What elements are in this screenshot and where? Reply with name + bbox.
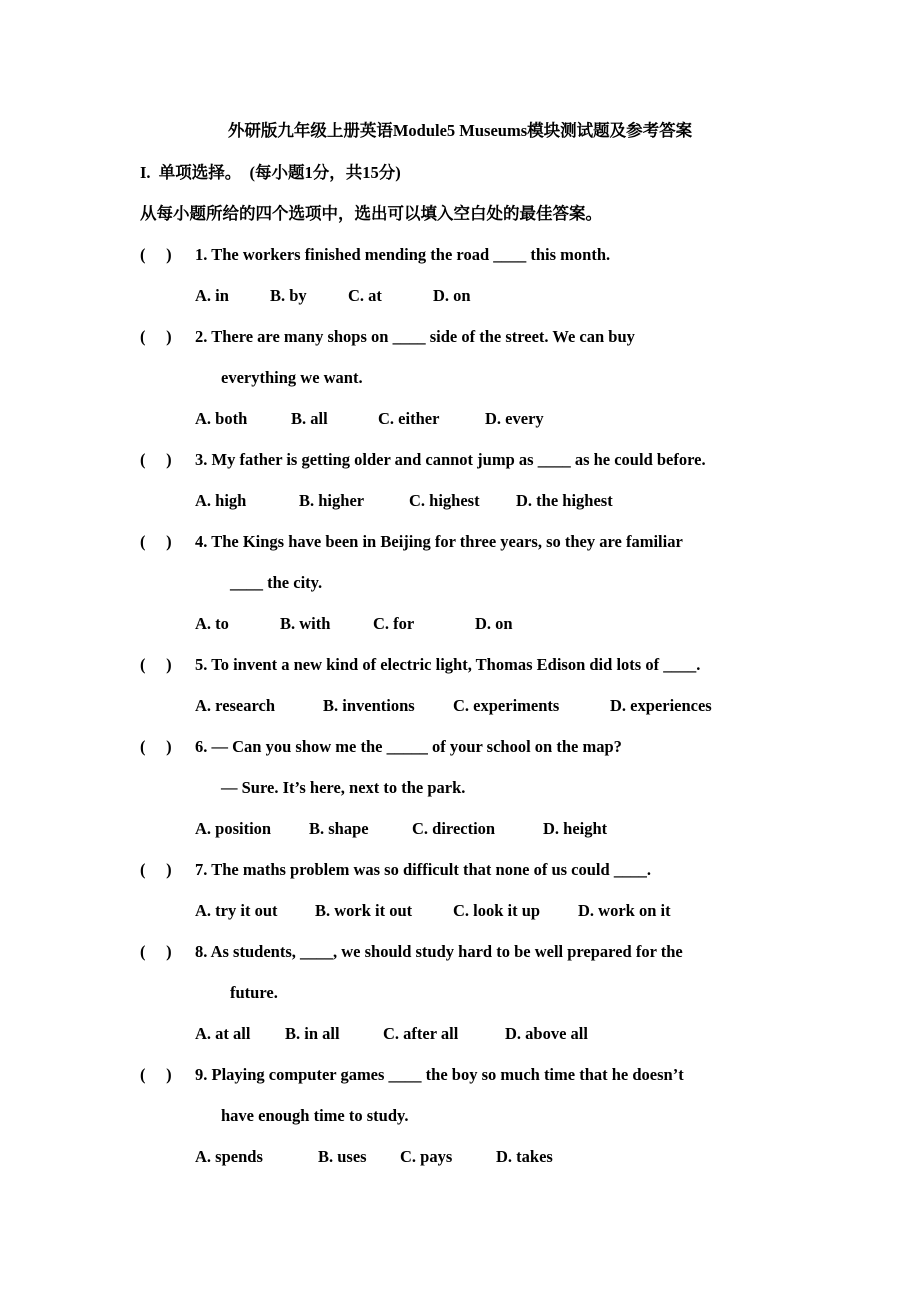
option-c: C. either xyxy=(378,409,440,428)
option-a: A. both xyxy=(195,409,248,428)
question-stem: 4. The Kings have been in Beijing for three years, so they are familiar xyxy=(195,532,683,551)
option-c: C. direction xyxy=(412,819,496,838)
question-stem: 5. To invent a new kind of electric light, Thomas Edison did lots of ____. xyxy=(195,655,701,674)
option-a: A. position xyxy=(195,819,272,838)
option-c: C. for xyxy=(373,614,415,633)
question-stem: 1. The workers finished mending the road ____ this month. xyxy=(195,245,611,264)
option-c: C. look it up xyxy=(453,901,541,920)
option-c: C. pays xyxy=(400,1147,453,1166)
option-d: D. experiences xyxy=(610,696,712,715)
answer-blank[interactable]: ( ) xyxy=(140,942,172,961)
answer-blank[interactable]: ( ) xyxy=(140,450,172,469)
question-stem-continued: future. xyxy=(230,983,278,1002)
option-d: D. work on it xyxy=(578,901,671,920)
option-c: C. after all xyxy=(383,1024,459,1043)
option-a: A. high xyxy=(195,491,247,510)
answer-blank[interactable]: ( ) xyxy=(140,737,172,756)
option-a: A. try it out xyxy=(195,901,278,920)
question-stem-continued: — Sure. It’s here, next to the park. xyxy=(221,778,466,797)
option-a: A. in xyxy=(195,286,229,305)
option-d: D. the highest xyxy=(516,491,613,510)
option-a: A. to xyxy=(195,614,229,633)
page-title: 外研版九年级上册英语Module5 Museums模块测试题及参考答案 xyxy=(227,121,693,140)
option-d: D. height xyxy=(543,819,608,838)
answer-blank[interactable]: ( ) xyxy=(140,860,172,879)
option-d: D. on xyxy=(433,286,471,305)
option-b: B. work it out xyxy=(315,901,413,920)
instruction: 从每小题所给的四个选项中，选出可以填入空白处的最佳答案。 xyxy=(140,204,602,223)
option-b: B. with xyxy=(280,614,331,633)
question-stem-continued: have enough time to study. xyxy=(221,1106,409,1125)
option-d: D. on xyxy=(475,614,513,633)
option-b: B. by xyxy=(270,286,307,305)
option-c: C. at xyxy=(348,286,382,305)
section-heading: I. 单项选择。 (每小题1分，共15分) xyxy=(140,163,401,182)
option-c: C. experiments xyxy=(453,696,560,715)
answer-blank[interactable]: ( ) xyxy=(140,532,172,551)
question-stem: 3. My father is getting older and cannot jump as ____ as he could before. xyxy=(195,450,706,469)
option-d: D. every xyxy=(485,409,544,428)
option-c: C. highest xyxy=(409,491,480,510)
answer-blank[interactable]: ( ) xyxy=(140,327,172,346)
option-b: B. in all xyxy=(285,1024,340,1043)
option-a: A. at all xyxy=(195,1024,251,1043)
question-stem: 8. As students, ____, we should study hard to be well prepared for the xyxy=(195,942,683,961)
option-a: A. research xyxy=(195,696,276,715)
question-stem: 6. — Can you show me the _____ of your school on the map? xyxy=(195,737,622,756)
option-d: D. above all xyxy=(505,1024,588,1043)
question-stem: 9. Playing computer games ____ the boy so much time that he doesn’t xyxy=(195,1065,684,1084)
option-b: B. shape xyxy=(309,819,369,838)
answer-blank[interactable]: ( ) xyxy=(140,245,172,264)
question-stem-continued: ____ the city. xyxy=(230,573,323,592)
question-stem-continued: everything we want. xyxy=(221,368,363,387)
question-stem: 7. The maths problem was so difficult that none of us could ____. xyxy=(195,860,651,879)
option-a: A. spends xyxy=(195,1147,263,1166)
option-b: B. all xyxy=(291,409,328,428)
answer-blank[interactable]: ( ) xyxy=(140,1065,172,1084)
option-b: B. uses xyxy=(318,1147,367,1166)
answer-blank[interactable]: ( ) xyxy=(140,655,172,674)
option-d: D. takes xyxy=(496,1147,553,1166)
option-b: B. higher xyxy=(299,491,365,510)
option-b: B. inventions xyxy=(323,696,415,715)
question-stem: 2. There are many shops on ____ side of the street. We can buy xyxy=(195,327,635,346)
